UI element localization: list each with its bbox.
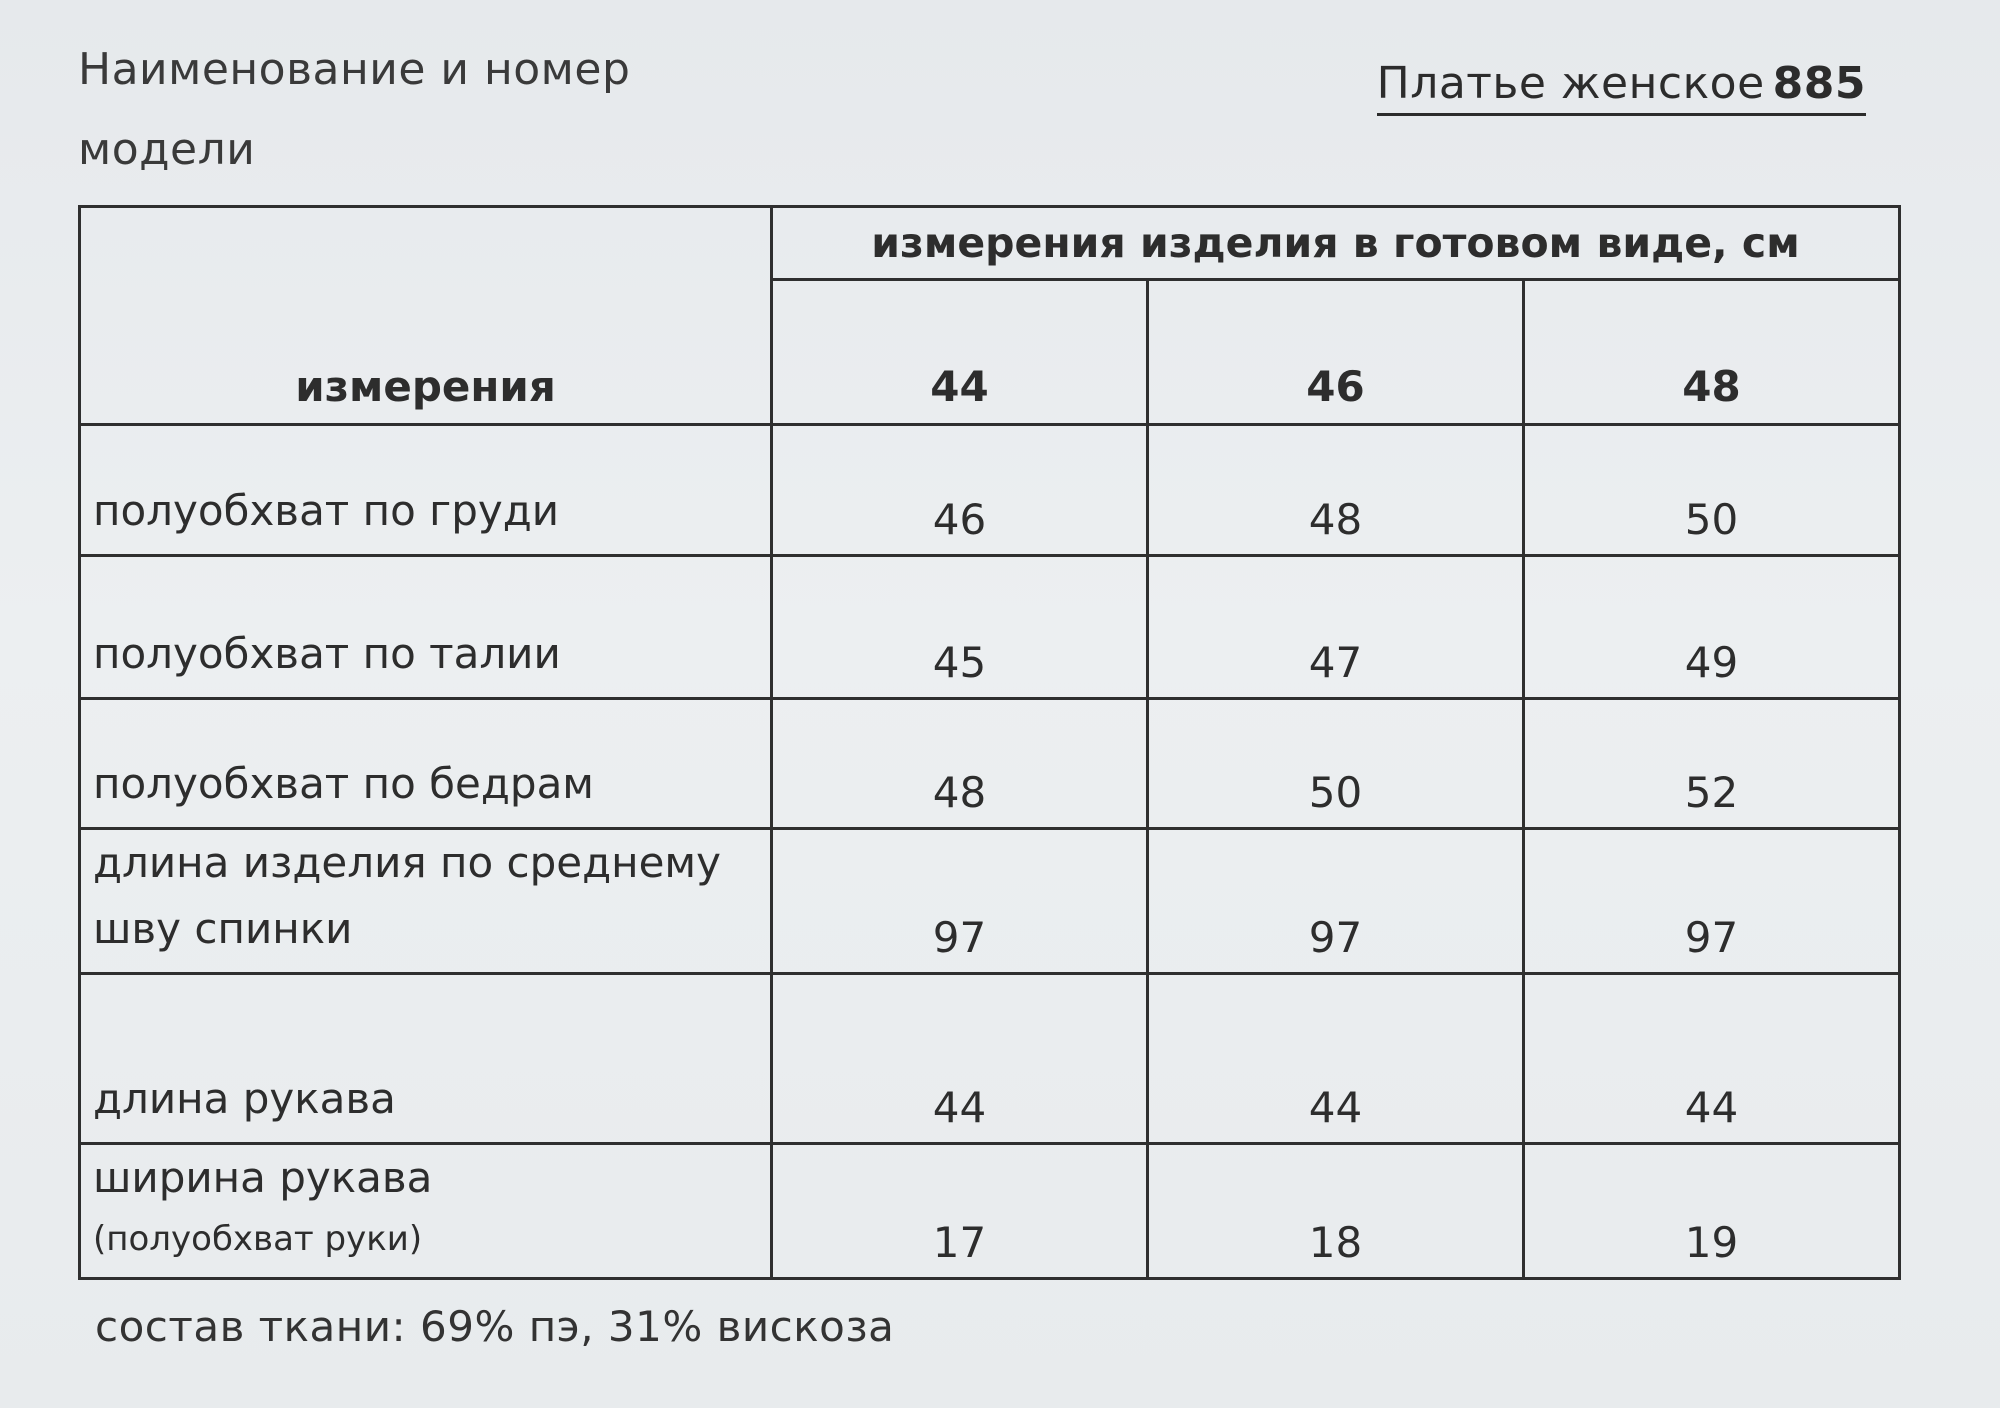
model-name-label-line1: Наименование и номер (78, 44, 631, 95)
finished-garment-header: измерения изделия в готовом виде, см (772, 207, 1900, 280)
row-label: полуобхват по талии (80, 556, 772, 699)
cell-value: 97 (1524, 829, 1900, 974)
cell-value: 44 (1524, 974, 1900, 1144)
cell-value: 19 (1524, 1144, 1900, 1279)
cell-value: 18 (1148, 1144, 1524, 1279)
cell-value: 49 (1524, 556, 1900, 699)
model-title-text: Платье женское (1376, 58, 1765, 109)
cell-value: 48 (772, 699, 1148, 829)
row-label-line1: длина изделия по среднему (93, 838, 721, 887)
cell-value: 44 (1148, 974, 1524, 1144)
cell-value: 50 (1148, 699, 1524, 829)
model-name-label-line2: модели (78, 124, 256, 175)
size-header: 46 (1148, 280, 1524, 425)
row-label: длина рукава (80, 974, 772, 1144)
row-label (80, 1144, 772, 1279)
model-name-label (78, 30, 630, 190)
size-header: 44 (772, 280, 1148, 425)
row-label-line1: ширина рукава (93, 1153, 433, 1202)
size-measurements-table (78, 205, 1901, 1280)
table-row (80, 425, 1900, 556)
row-label-line2: (полуобхват руки) (93, 1219, 423, 1259)
cell-value: 97 (1148, 829, 1524, 974)
table-row (80, 974, 1900, 1144)
table-row (80, 829, 1900, 974)
cell-value: 48 (1148, 425, 1524, 556)
cell-value: 44 (772, 974, 1148, 1144)
cell-value: 50 (1524, 425, 1900, 556)
row-label: полуобхват по груди (80, 425, 772, 556)
table-row (80, 1144, 1900, 1279)
measurements-column-header: измерения (80, 207, 772, 425)
cell-value: 47 (1148, 556, 1524, 699)
size-header: 48 (1524, 280, 1900, 425)
cell-value: 97 (772, 829, 1148, 974)
model-number: 885 (1772, 58, 1866, 109)
row-label-line2: шву спинки (93, 904, 353, 953)
row-label (80, 829, 772, 974)
table-row (80, 699, 1900, 829)
fabric-composition: состав ткани: 69% пэ, 31% вискоза (95, 1302, 895, 1351)
cell-value: 17 (772, 1144, 1148, 1279)
table-header-row-group (80, 207, 1900, 280)
table-row (80, 556, 1900, 699)
model-title (1377, 58, 1866, 116)
cell-value: 52 (1524, 699, 1900, 829)
row-label: полуобхват по бедрам (80, 699, 772, 829)
cell-value: 46 (772, 425, 1148, 556)
cell-value: 45 (772, 556, 1148, 699)
